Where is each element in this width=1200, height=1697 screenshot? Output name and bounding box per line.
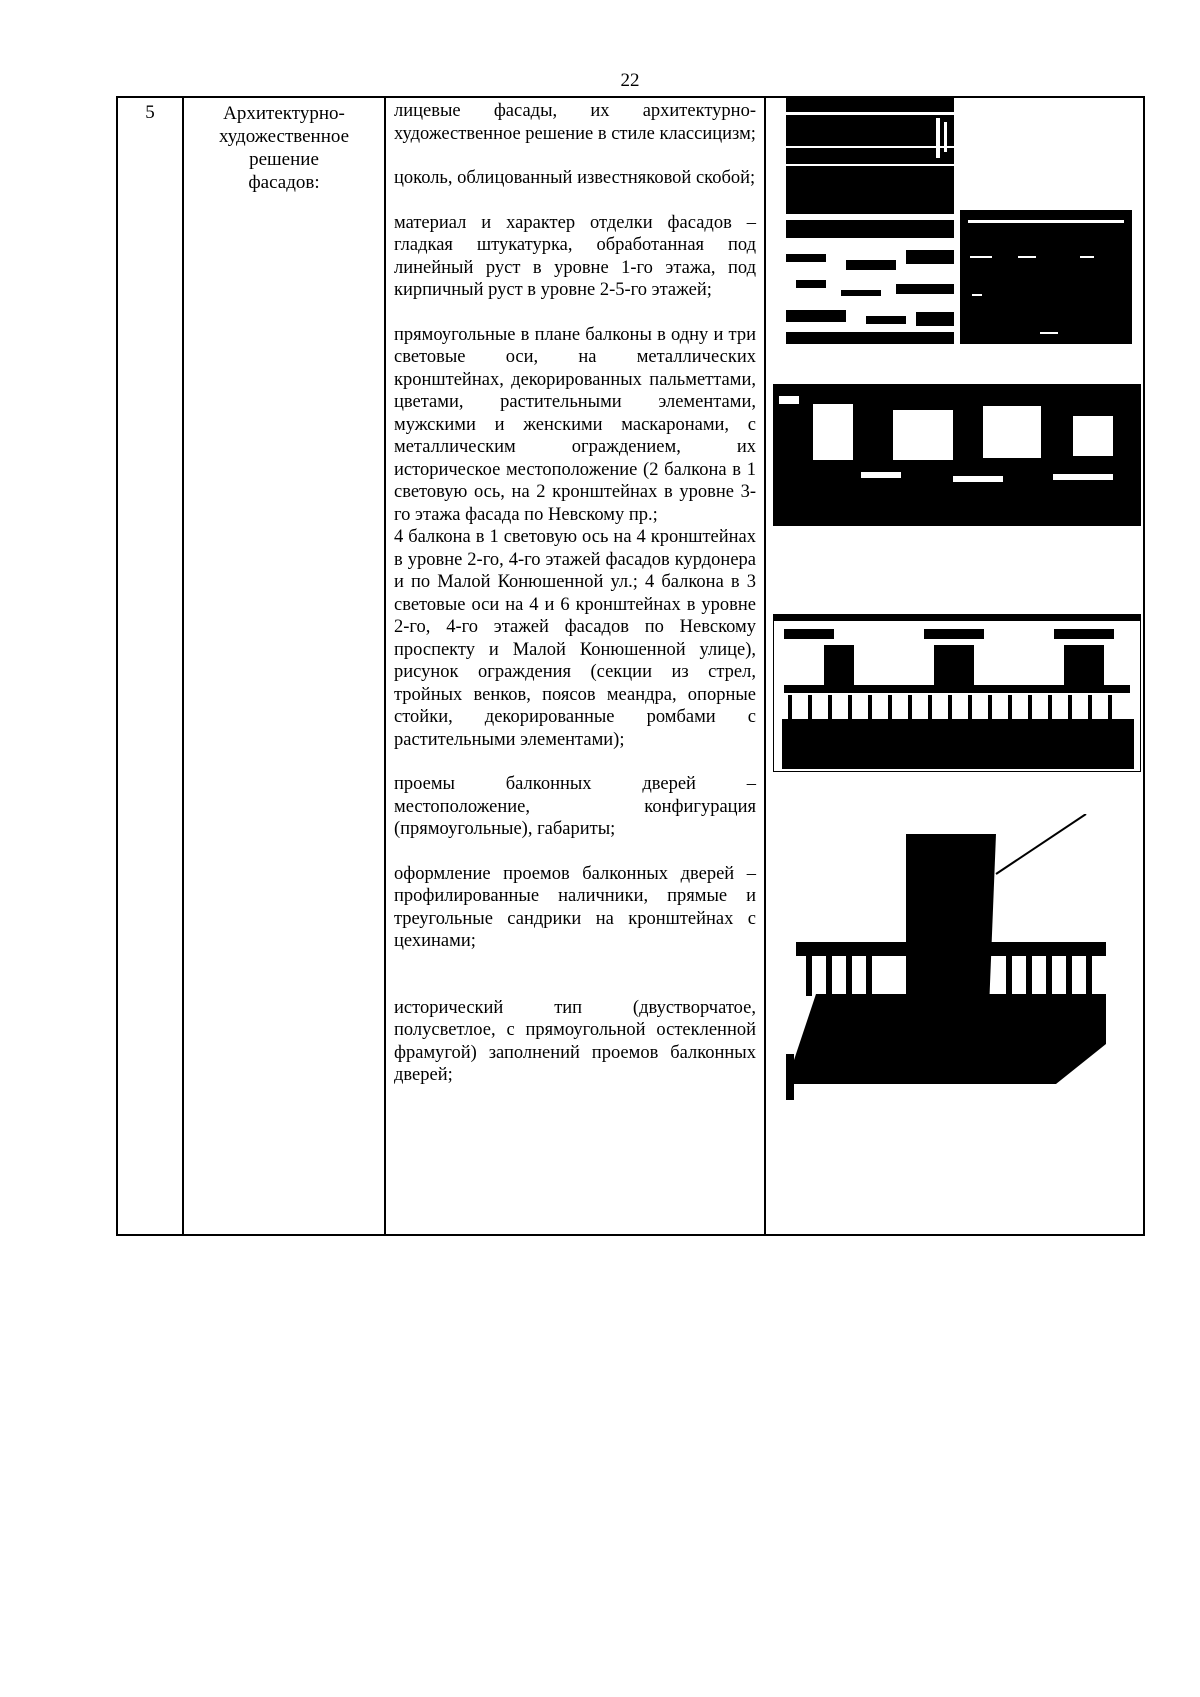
- balconies-row-photo: [773, 376, 1141, 526]
- balcony-corner-photo: [786, 814, 1116, 1104]
- paragraph-door-decoration: оформление проемов балконных дверей – профилированные наличники, прямые и треугольные сандрики на кронштейнах с цехинами;: [394, 863, 756, 951]
- paragraph-balconies: прямоугольные в плане балконы в одну и три световые оси, на металлических кронштейнах, декорированных пальметтами, цветами, растительными элементами, мужскими и женскими маскаронами, с металлическим ограждением, их историческое местоположение (2 балкона в 1 световую ось, на 2 кронштейнах в уровне 3-го этажа фасада по Невскому пр.;: [394, 324, 756, 525]
- row-number: 5: [145, 102, 155, 123]
- wall-rustication-photo: [786, 220, 954, 344]
- paragraph-door-openings: проемы балконных дверей – местоположение, конфигурация (прямоугольные), габариты;: [394, 774, 756, 839]
- row-title-line: художественное: [218, 126, 350, 147]
- row-description: [394, 100, 756, 1087]
- column-divider: [384, 98, 386, 1234]
- paragraph-facades: лицевые фасады, их архитектурно-художественное решение в стиле классицизм;: [394, 101, 756, 144]
- balcony-railing-photo: [773, 614, 1141, 772]
- row-title: [184, 102, 384, 194]
- column-divider: [764, 98, 766, 1234]
- paragraph-finish: материал и характер отделки фасадов – гладкая штукатурка, обработанная под линейный руст в уровне 1-го этажа, под кирпичный руст в уровне 2-5-го этажей;: [394, 212, 756, 300]
- facade-photo: [786, 98, 954, 214]
- row-title-line: решение: [249, 149, 319, 170]
- paragraph-balconies-detail: 4 балкона в 1 световую ось на 4 кронштейнах в уровне 2-го, 4-го этажей фасадов курдонера и по Малой Конюшенной ул.; 4 балкона в 3 световые оси на 4 и 6 кронштейнах в уровне 2-го, 4-го этажей фасадов по Невскому проспекту и Малой Конюшенной улице), рисунок ограждения (секции из стрел, тройных венков, поясов меандра, опорные стойки, декорированные ромбами с растительными элементами);: [394, 527, 756, 750]
- column-divider: [182, 98, 184, 1234]
- paragraph-plinth: цоколь, облицованный известняковой скобой;: [394, 168, 756, 188]
- row-title-line: Архитектурно-: [223, 103, 345, 124]
- dark-detail-photo: [960, 210, 1132, 344]
- paragraph-door-fill: исторический тип (двустворчатое, полусветлое, с прямоугольной остекленной фрамугой) заполнений проемов балконных дверей;: [394, 997, 756, 1085]
- row-title-line: фасадов:: [248, 172, 320, 193]
- page-number: 22: [620, 70, 640, 91]
